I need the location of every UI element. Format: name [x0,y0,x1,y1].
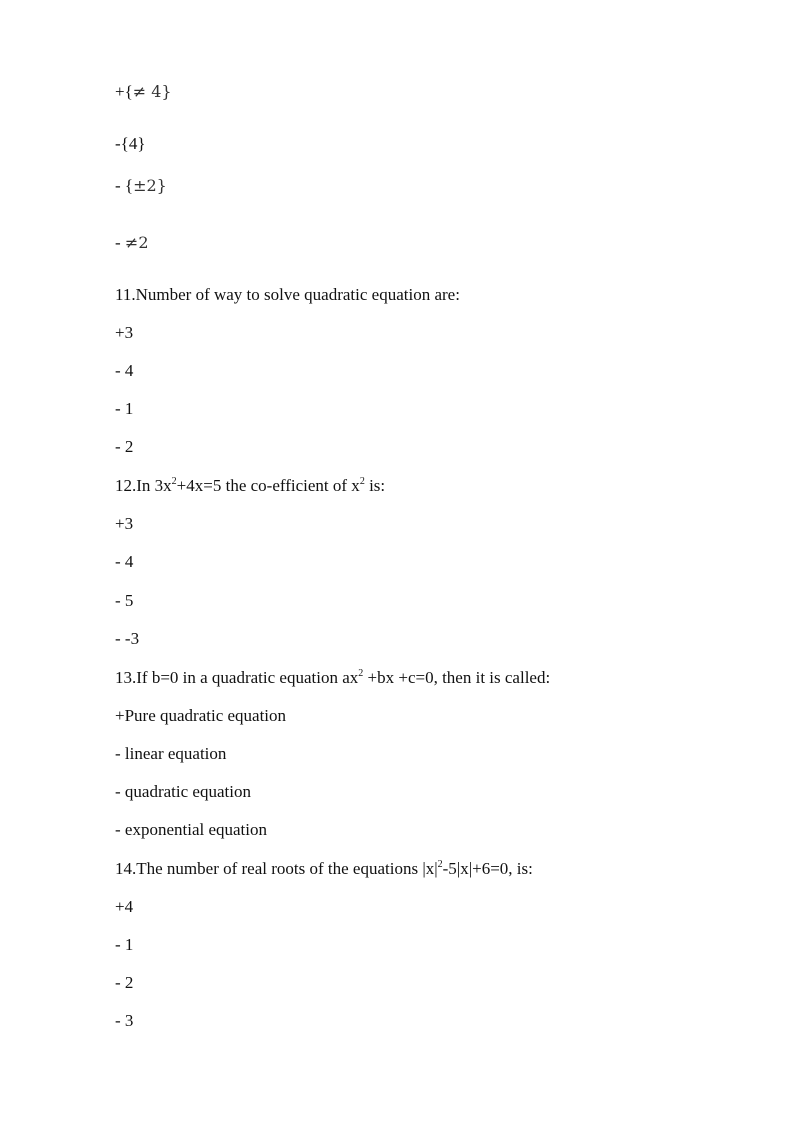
q14-question [115,859,533,879]
superscript: 2 [359,476,365,487]
q10-option-2 [115,134,145,154]
q12-option-3: - 5 [115,591,134,610]
q12-question [115,476,385,496]
q14-option-2: - 1 [115,935,134,954]
q12-option-4: - -3 [115,629,140,648]
option-math: ≠ 4} [132,82,172,101]
q10-option-3 [115,176,167,196]
q14-option-3: - 2 [115,973,134,992]
question-text: 13.If b=0 in a quadratic equation ax [115,668,359,687]
question-text: +bx +c=0, then it is called: [363,668,551,687]
q13-option-1: +Pure quadratic equation [115,706,287,725]
option-marker: -{4} [115,134,146,153]
q11-option-4: - 2 [115,437,134,456]
q12-option-1: +3 [115,514,134,533]
option-marker: +{ [115,82,133,101]
option-marker: - { [115,176,134,195]
q10-option-4 [115,233,149,253]
question-text: +4x=5 the co-efficient of x [176,476,360,495]
superscript: 2 [358,668,364,679]
option-math: ≠2 [124,233,149,252]
option-math: ±2} [133,176,167,195]
q11-option-2: - 4 [115,361,134,380]
q10-option-1 [115,82,172,102]
q13-option-2: - linear equation [115,744,227,763]
option-marker: - [115,233,125,252]
q14-option-1: +4 [115,897,134,916]
q14-option-4: - 3 [115,1011,134,1030]
question-text: is: [364,476,386,495]
q11-option-3: - 1 [115,399,134,418]
q12-option-2: - 4 [115,552,134,571]
q11-question: 11.Number of way to solve quadratic equation are: [115,285,460,304]
question-text: 12.In 3x [115,476,172,495]
q11-option-1: +3 [115,323,134,342]
question-text: 14.The number of real roots of the equations |x| [115,859,438,878]
q13-question [115,668,550,688]
q13-option-4: - exponential equation [115,820,268,839]
question-text: -5|x|+6=0, is: [442,859,533,878]
q13-option-3: - quadratic equation [115,782,251,801]
superscript: 2 [437,859,443,870]
superscript: 2 [171,476,177,487]
